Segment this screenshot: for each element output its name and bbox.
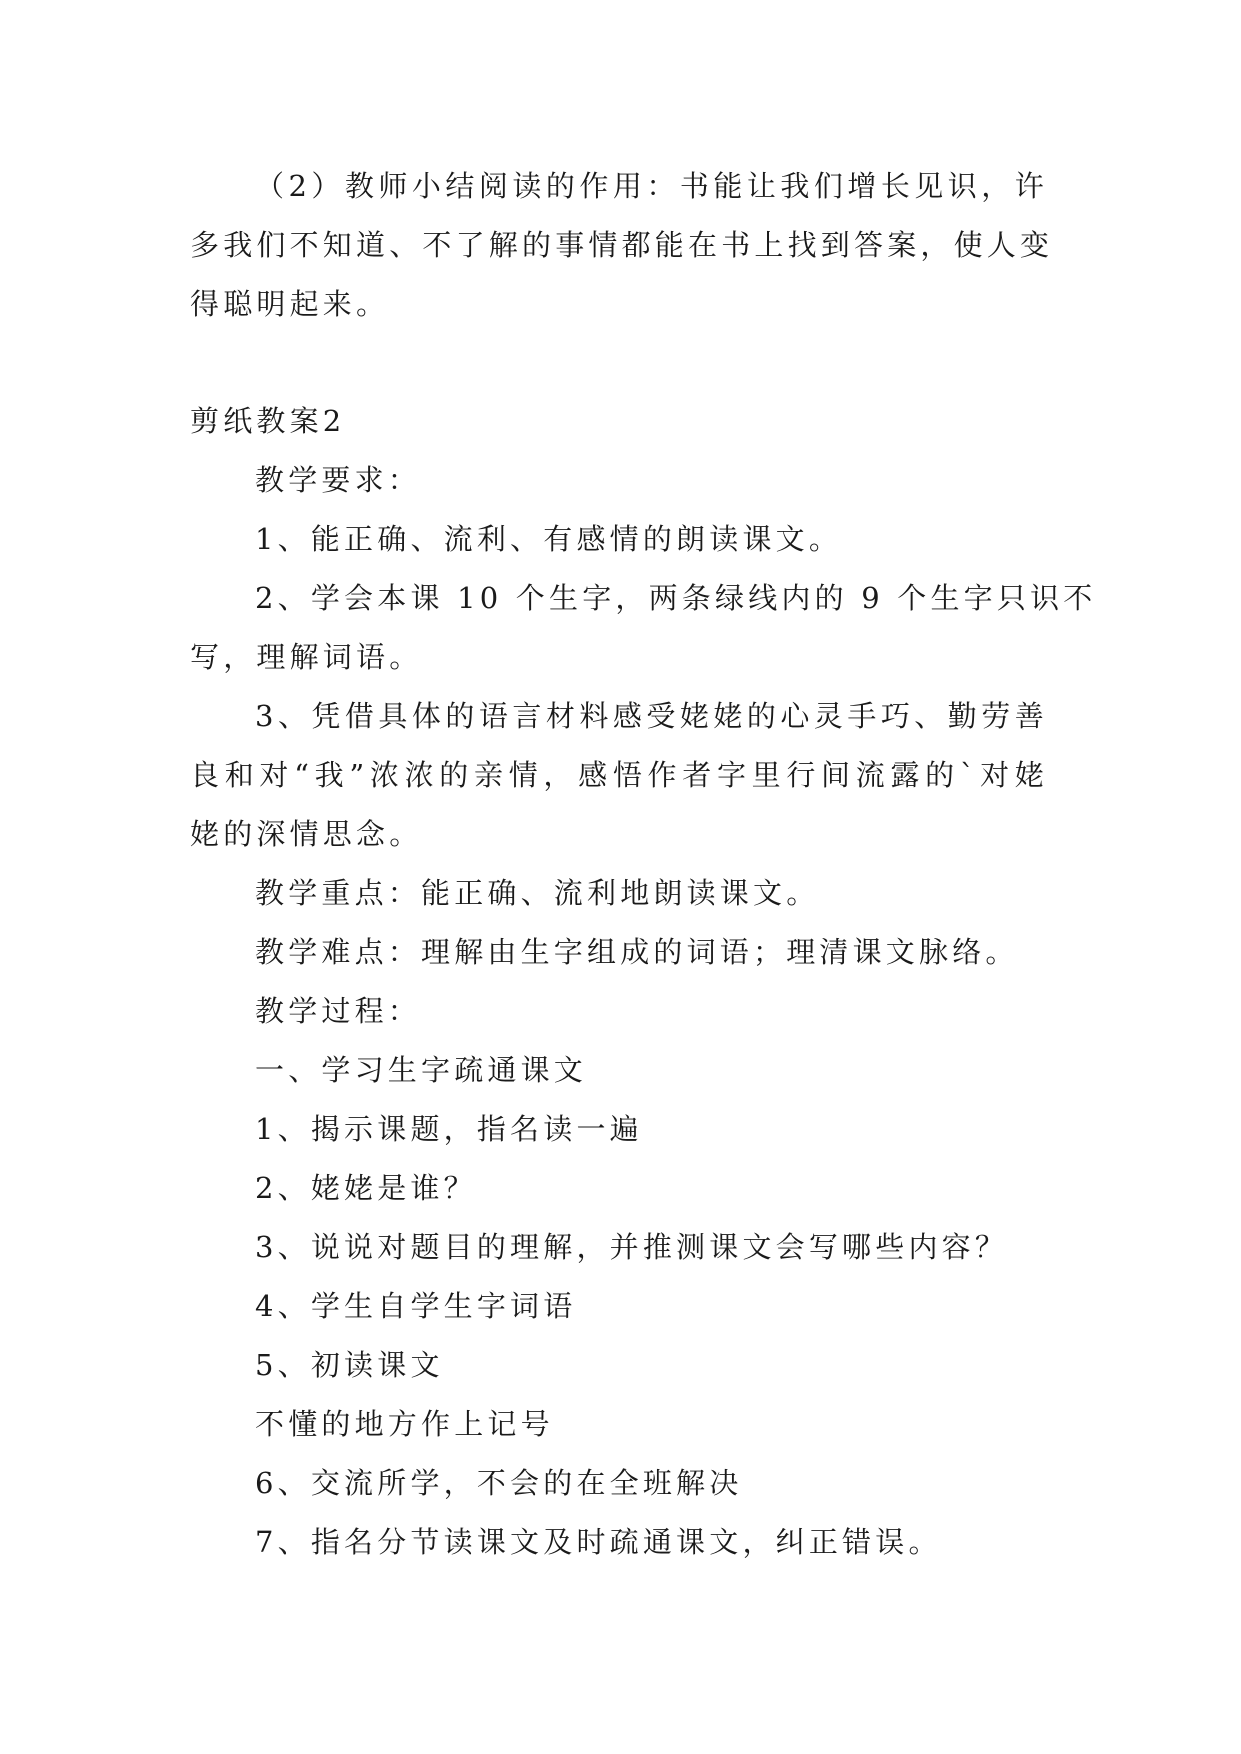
requirements-heading: 教学要求：: [255, 463, 422, 497]
process-step: 4、学生自学生字词语: [255, 1289, 577, 1323]
process-step: 6、交流所学，不会的在全班解决: [255, 1466, 743, 1500]
process-step-note: 不懂的地方作上记号: [255, 1407, 554, 1441]
part-heading: 一、学习生字疏通课文: [255, 1053, 588, 1087]
requirement-item-continued: 写，理解词语。: [190, 640, 423, 674]
paragraph-line: 多我们不知道、不了解的事情都能在书上找到答案，使人变: [190, 228, 1054, 262]
process-heading: 教学过程：: [255, 994, 422, 1028]
process-step: 7、指名分节读课文及时疏通课文，纠正错误。: [255, 1525, 942, 1559]
paragraph-line: （2）教师小结阅读的作用：书能让我们增长见识，许: [255, 169, 1048, 203]
process-step: 3、说说对题目的理解，并推测课文会写哪些内容？: [255, 1230, 1009, 1264]
requirement-item: 1、能正确、流利、有感情的朗读课文。: [255, 522, 843, 556]
difficulty: 教学难点：理解由生字组成的词语；理清课文脉络。: [255, 935, 1019, 969]
requirement-item-continued: 姥的深情思念。: [190, 817, 423, 851]
process-step: 2、姥姥是谁？: [255, 1171, 477, 1205]
requirement-item: 3、凭借具体的语言材料感受姥姥的心灵手巧、勤劳善: [255, 699, 1048, 733]
key-point: 教学重点：能正确、流利地朗读课文。: [255, 876, 820, 910]
process-step: 5、初读课文: [255, 1348, 444, 1382]
section-title: 剪纸教案2: [190, 404, 346, 438]
requirement-item: 2、学会本课 10 个生字，两条绿线内的 9 个生字只识不: [255, 581, 1097, 615]
process-step: 1、揭示课题，指名读一遍: [255, 1112, 643, 1146]
requirement-item-continued: 良和对“我”浓浓的亲情，感悟作者字里行间流露的`对姥: [190, 758, 1048, 792]
paragraph-line: 得聪明起来。: [190, 287, 390, 321]
